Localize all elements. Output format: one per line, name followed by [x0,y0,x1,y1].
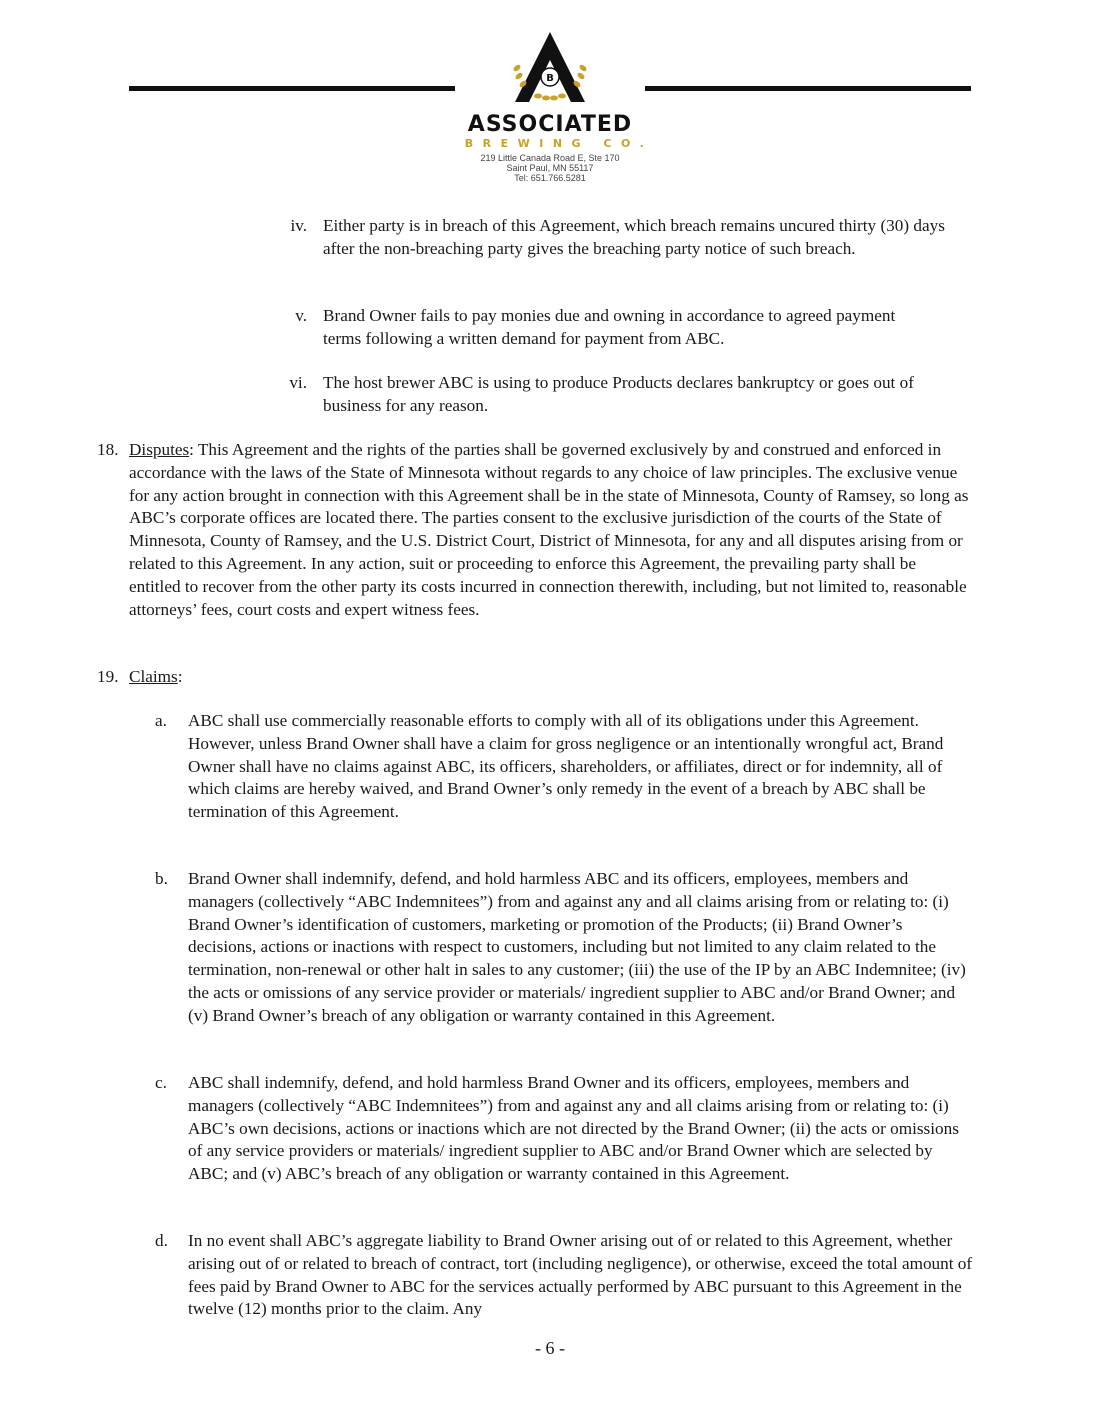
company-logo [505,30,595,106]
section-18-text: : This Agreement and the rights of the parties shall be governed exclusively by and construed and enforced in accordance with the laws of the State of Minnesota without regards to any choice of law principles. The exclusive venue for any action brought in connection with this Agreement shall be in the state of Minnesota, County of Ramsey, so long as ABC’s corporate offices are located there. The parties consent to the exclusive jurisdiction of the courts of the State of Minnesota, County of Ramsey, and the U.S. District Court, District of Minnesota, for any and all disputes arising from or related to this Agreement. In any action, suit or proceeding to enforce this Agreement, the prevailing party shall be entitled to recover from the other party its costs incurred in connection therewith, including, but not limited to, reasonable attorneys’ fees, court costs and expert witness fees. [129,440,969,619]
claim-label-a: a. [155,711,167,730]
claim-item-b: Brand Owner shall indemnify, defend, and hold harmless ABC and its officers, employees, members and managers (collectively “ABC Indemnitees”) from and against any and all claims arising from or relating to: (i) Brand Owner’s identification of customers, marketing or promotion of the Products; (ii) Brand Owner’s decisions, actions or inactions with respect to customers, including but not limited to any claim related to the termination, non-renewal or other halt in sales to any customer; (iii) the use of the IP by an ABC Indemnitee; (iv) the acts or omissions of any service provider or materials/ ingredient supplier to ABC and/or Brand Owner; and (v) Brand Owner’s breach of any obligation or warranty contained in this Agreement. [188,869,966,1025]
logo-letter: B [546,73,554,84]
claim-item-c: ABC shall indemnify, defend, and hold harmless Brand Owner and its officers, employees, members and managers (collectively “ABC Indemnitees”) from and against any and all claims arising from or relating to: (i) ABC’s own decisions, actions or inactions which are not directed by the Brand Owner; (ii) the acts or omissions of any service providers or materials/ ingredient supplier to ABC and/or Brand Owner which are selected by ABC; and (v) ABC’s breach of any obligation or warranty contained in this Agreement. [188,1073,959,1184]
item-label-v: v. [295,306,307,325]
claim-item-a: ABC shall use commercially reasonable efforts to comply with all of its obligations under this Agreement. However, unless Brand Owner shall have a claim for gross negligence or an intentionally wrongful act, Brand Owner shall have no claims against ABC, its officers, shareholders, or affiliates, direct or for indemnity, all of which claims are hereby waived, and Brand Owner’s only remedy in the event of a breach by ABC shall be termination of this Agreement. [188,711,944,822]
section-18-disputes [129,439,971,621]
address-line-1: 219 Little Canada Road E, Ste 170 [480,153,620,163]
termination-item-vi: The host brewer ABC is using to produce Products declares bankruptcy or goes out of business for any reason. [323,373,914,415]
phone-number: Tel: 651.766.5281 [514,173,586,183]
section-18-heading: Disputes [129,440,190,459]
header-rule-right [645,86,971,91]
address-line-2: Saint Paul, MN 55117 [506,163,594,173]
page-number: - 6 - [535,1338,565,1358]
claim-label-b: b. [155,869,168,888]
header-rule-left [129,86,455,91]
claim-label-c: c. [155,1073,167,1092]
termination-item-iv: Either party is in breach of this Agreement, which breach remains uncured thirty (30) days after the non-breaching party gives the breaching party notice of such breach. [323,216,945,258]
section-19-heading: Claims [129,667,178,686]
section-18-number: 18. [97,440,119,459]
section-19-number: 19. [97,667,119,686]
termination-item-v: Brand Owner fails to pay monies due and owning in accordance to agreed payment terms following a written demand for payment from ABC. [323,306,896,348]
claim-item-d: In no event shall ABC’s aggregate liability to Brand Owner arising out of or related to this Agreement, whether arising out of or related to breach of contract, tort (including negligence), or otherwise, exceed the total amount of fees paid by Brand Owner to ABC for the services actually performed by ABC pursuant to this Agreement in the twelve (12) months prior to the claim. Any [188,1231,973,1319]
claim-label-d: d. [155,1231,168,1250]
company-subtitle: BREWING CO. [464,137,654,150]
item-label-iv: iv. [290,216,307,235]
item-label-vi: vi. [289,373,307,392]
section-19-title: Claims: [129,667,183,686]
company-name: ASSOCIATED [467,112,633,137]
